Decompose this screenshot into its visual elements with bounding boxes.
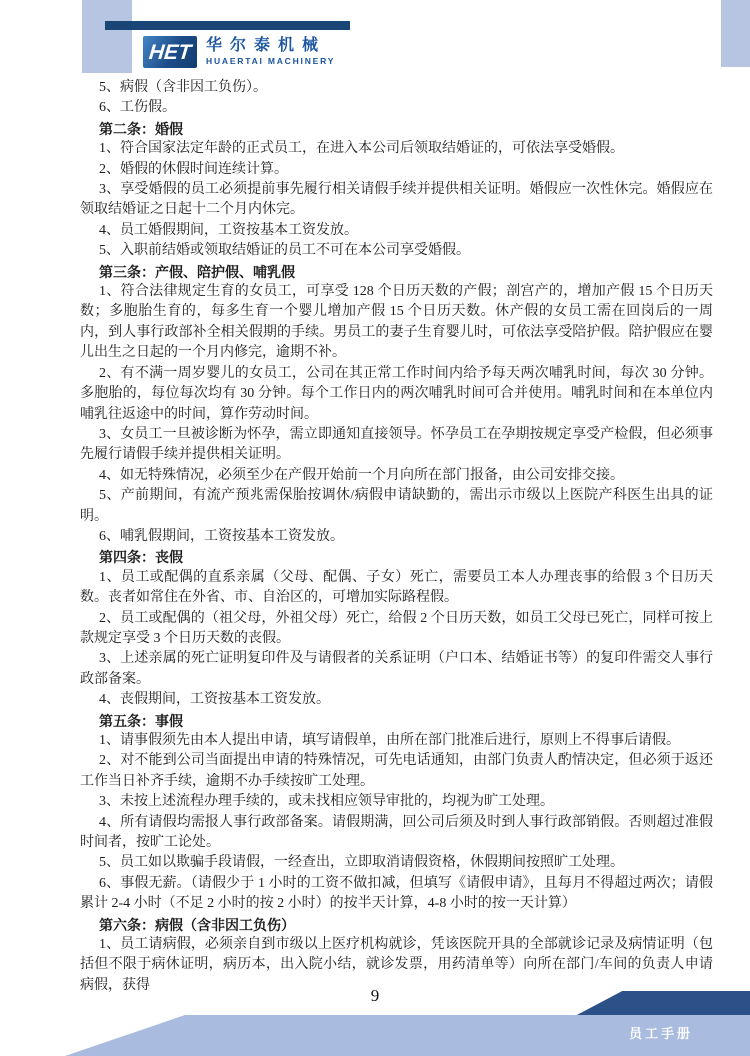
- policy-paragraph: 1、符合法律规定生育的女员工，可享受 128 个日历天数的产假；剖宫产的，增加产假 15 个日历天数；多胞胎生育的，每多生育一个婴儿增加产假 15 个日历天数。休产假的女员工需在回岗后的一周内，到人事行政部补全相关假期的手续。男员工的妻子生育婴儿时，可依法享受陪护假。陪护假应在婴儿出生之日起的一个月内修完，逾期不补。: [80, 284, 713, 361]
- policy-paragraph: 1、员工或配偶的直系亲属（父母、配偶、子女）死亡，需要员工本人办理丧事的给假 3 个日历天数。丧者如常住在外省、市、自治区的，可增加实际路程假。: [80, 569, 713, 606]
- footer-handbook-label: 员工手册: [628, 1026, 693, 1041]
- policy-paragraph: 1、符合国家法定年龄的正式员工，在进入本公司后领取结婚证的，可依法享受婚假。: [99, 141, 624, 157]
- policy-paragraph: 1、请事假须先由本人提出申请，填写请假单，由所在部门批准后进行，原则上不得事后请假。: [99, 733, 680, 748]
- policy-paragraph: 5、产前期间，有流产预兆需保胎按调休/病假申请缺勤的，需出示市级以上医院产科医生出具的证明。: [80, 488, 713, 524]
- policy-paragraph: 5、员工如以欺骗手段请假，一经查出，立即取消请假资格，休假期间按照旷工处理。: [99, 855, 624, 871]
- policy-paragraph: 1、员工请病假，必须亲自到市级以上医疗机构就诊，凭该医院开具的全部就诊记录及病情证明（包括但不限于病休证明，病历本，出入院小结，就诊发票，用药清单等）向所在部门/车间的负责人申请病假，获得: [80, 937, 713, 993]
- header-right-accent-rect: [721, 0, 750, 67]
- policy-paragraph: 3、上述亲属的死亡证明复印件及与请假者的关系证明（户口本、结婚证书等）的复印件需交人事行政部备案。: [80, 651, 713, 687]
- policy-paragraph: 3、未按上述流程办理手续的，或未找相应领导审批的，均视为旷工处理。: [99, 794, 554, 810]
- policy-paragraph: 4、丧假期间，工资按基本工资发放。: [99, 692, 330, 708]
- policy-paragraph: 4、所有请假均需报人事行政部备案。请假期满，回公司后须及时到人事行政部销假。否则超过准假时间者，按旷工论处。: [80, 814, 713, 851]
- section-heading: 第四条：丧假: [99, 549, 183, 566]
- section-heading: 第六条：病假（含非因工负伤）: [99, 916, 295, 933]
- policy-paragraph: 2、员工或配偶的（祖父母，外祖父母）死亡，给假 2 个日历天数，如员工父母已死亡，同样可按上款规定享受 3 个日历天数的丧假。: [80, 610, 713, 646]
- brand-block: [206, 37, 466, 66]
- policy-paragraph: 6、事假无薪。（请假少于 1 小时的工资不做扣减，但填写《请假申请》，且每月不得超过两次；请假累计 2-4 小时（不足 2 小时的按 2 小时）的按半天计算，4-8 小时的按一天计算）: [80, 875, 713, 912]
- policy-paragraph: 5、入职前结婚或领取结婚证的员工不可在本公司享受婚假。: [99, 243, 470, 259]
- header-navy-bar: [105, 21, 350, 30]
- policy-paragraph: 6、工伤假。: [99, 100, 176, 116]
- policy-paragraph: 3、女员工一旦被诊断为怀孕，需立即通知直接领导。怀孕员工在孕期按规定享受产检假，但必须事先履行请假手续并提供相关证明。: [80, 426, 713, 463]
- section-heading: 第三条：产假、陪护假、哺乳假: [99, 263, 295, 280]
- company-logo-het-text: HET: [147, 40, 193, 64]
- brand-name-english: HUAERTAI MACHINERY: [206, 56, 336, 66]
- policy-paragraph: 4、如无特殊情况，必须至少在产假开始前一个月向所在部门报备，由公司安排交接。: [99, 467, 624, 483]
- policy-paragraph: 2、婚假的休假时间连续计算。: [99, 161, 288, 177]
- brand-name-chinese: 华尔泰机械: [206, 37, 327, 54]
- page-number: 9: [370, 986, 380, 1005]
- policy-paragraph: 2、对不能到公司当面提出申请的特殊情况，可先电话通知，由部门负责人酌情决定，但必须于返还工作当日补齐手续，逾期不办手续按旷工处理。: [80, 753, 713, 789]
- header-left-accent-rect: [82, 0, 132, 73]
- policy-paragraph: 5、病假（含非因工负伤）。: [99, 80, 267, 95]
- policy-text: [80, 78, 713, 996]
- policy-paragraph: 4、员工婚假期间，工资按基本工资发放。: [99, 222, 358, 238]
- policy-paragraph: 2、有不满一周岁婴儿的女员工，公司在其正常工作时间内给予每天两次哺乳时间，每次 30 分钟。多胞胎的，每位每次均有 30 分钟。每个工作日内的两次哺乳时间可合并使用。哺乳时间和在本单位内哺乳往返途中的时间，算作劳动时间。: [80, 365, 713, 422]
- policy-paragraph: 3、享受婚假的员工必须提前事先履行相关请假手续并提供相关证明。婚假应一次性休完。婚假应在领取结婚证之日起十二个月内休完。: [80, 182, 713, 218]
- section-heading: 第五条：事假: [99, 712, 183, 729]
- company-logo: [143, 36, 197, 68]
- section-heading: 第二条：婚假: [99, 120, 183, 137]
- policy-paragraph: 6、哺乳假期间，工资按基本工资发放。: [99, 528, 344, 544]
